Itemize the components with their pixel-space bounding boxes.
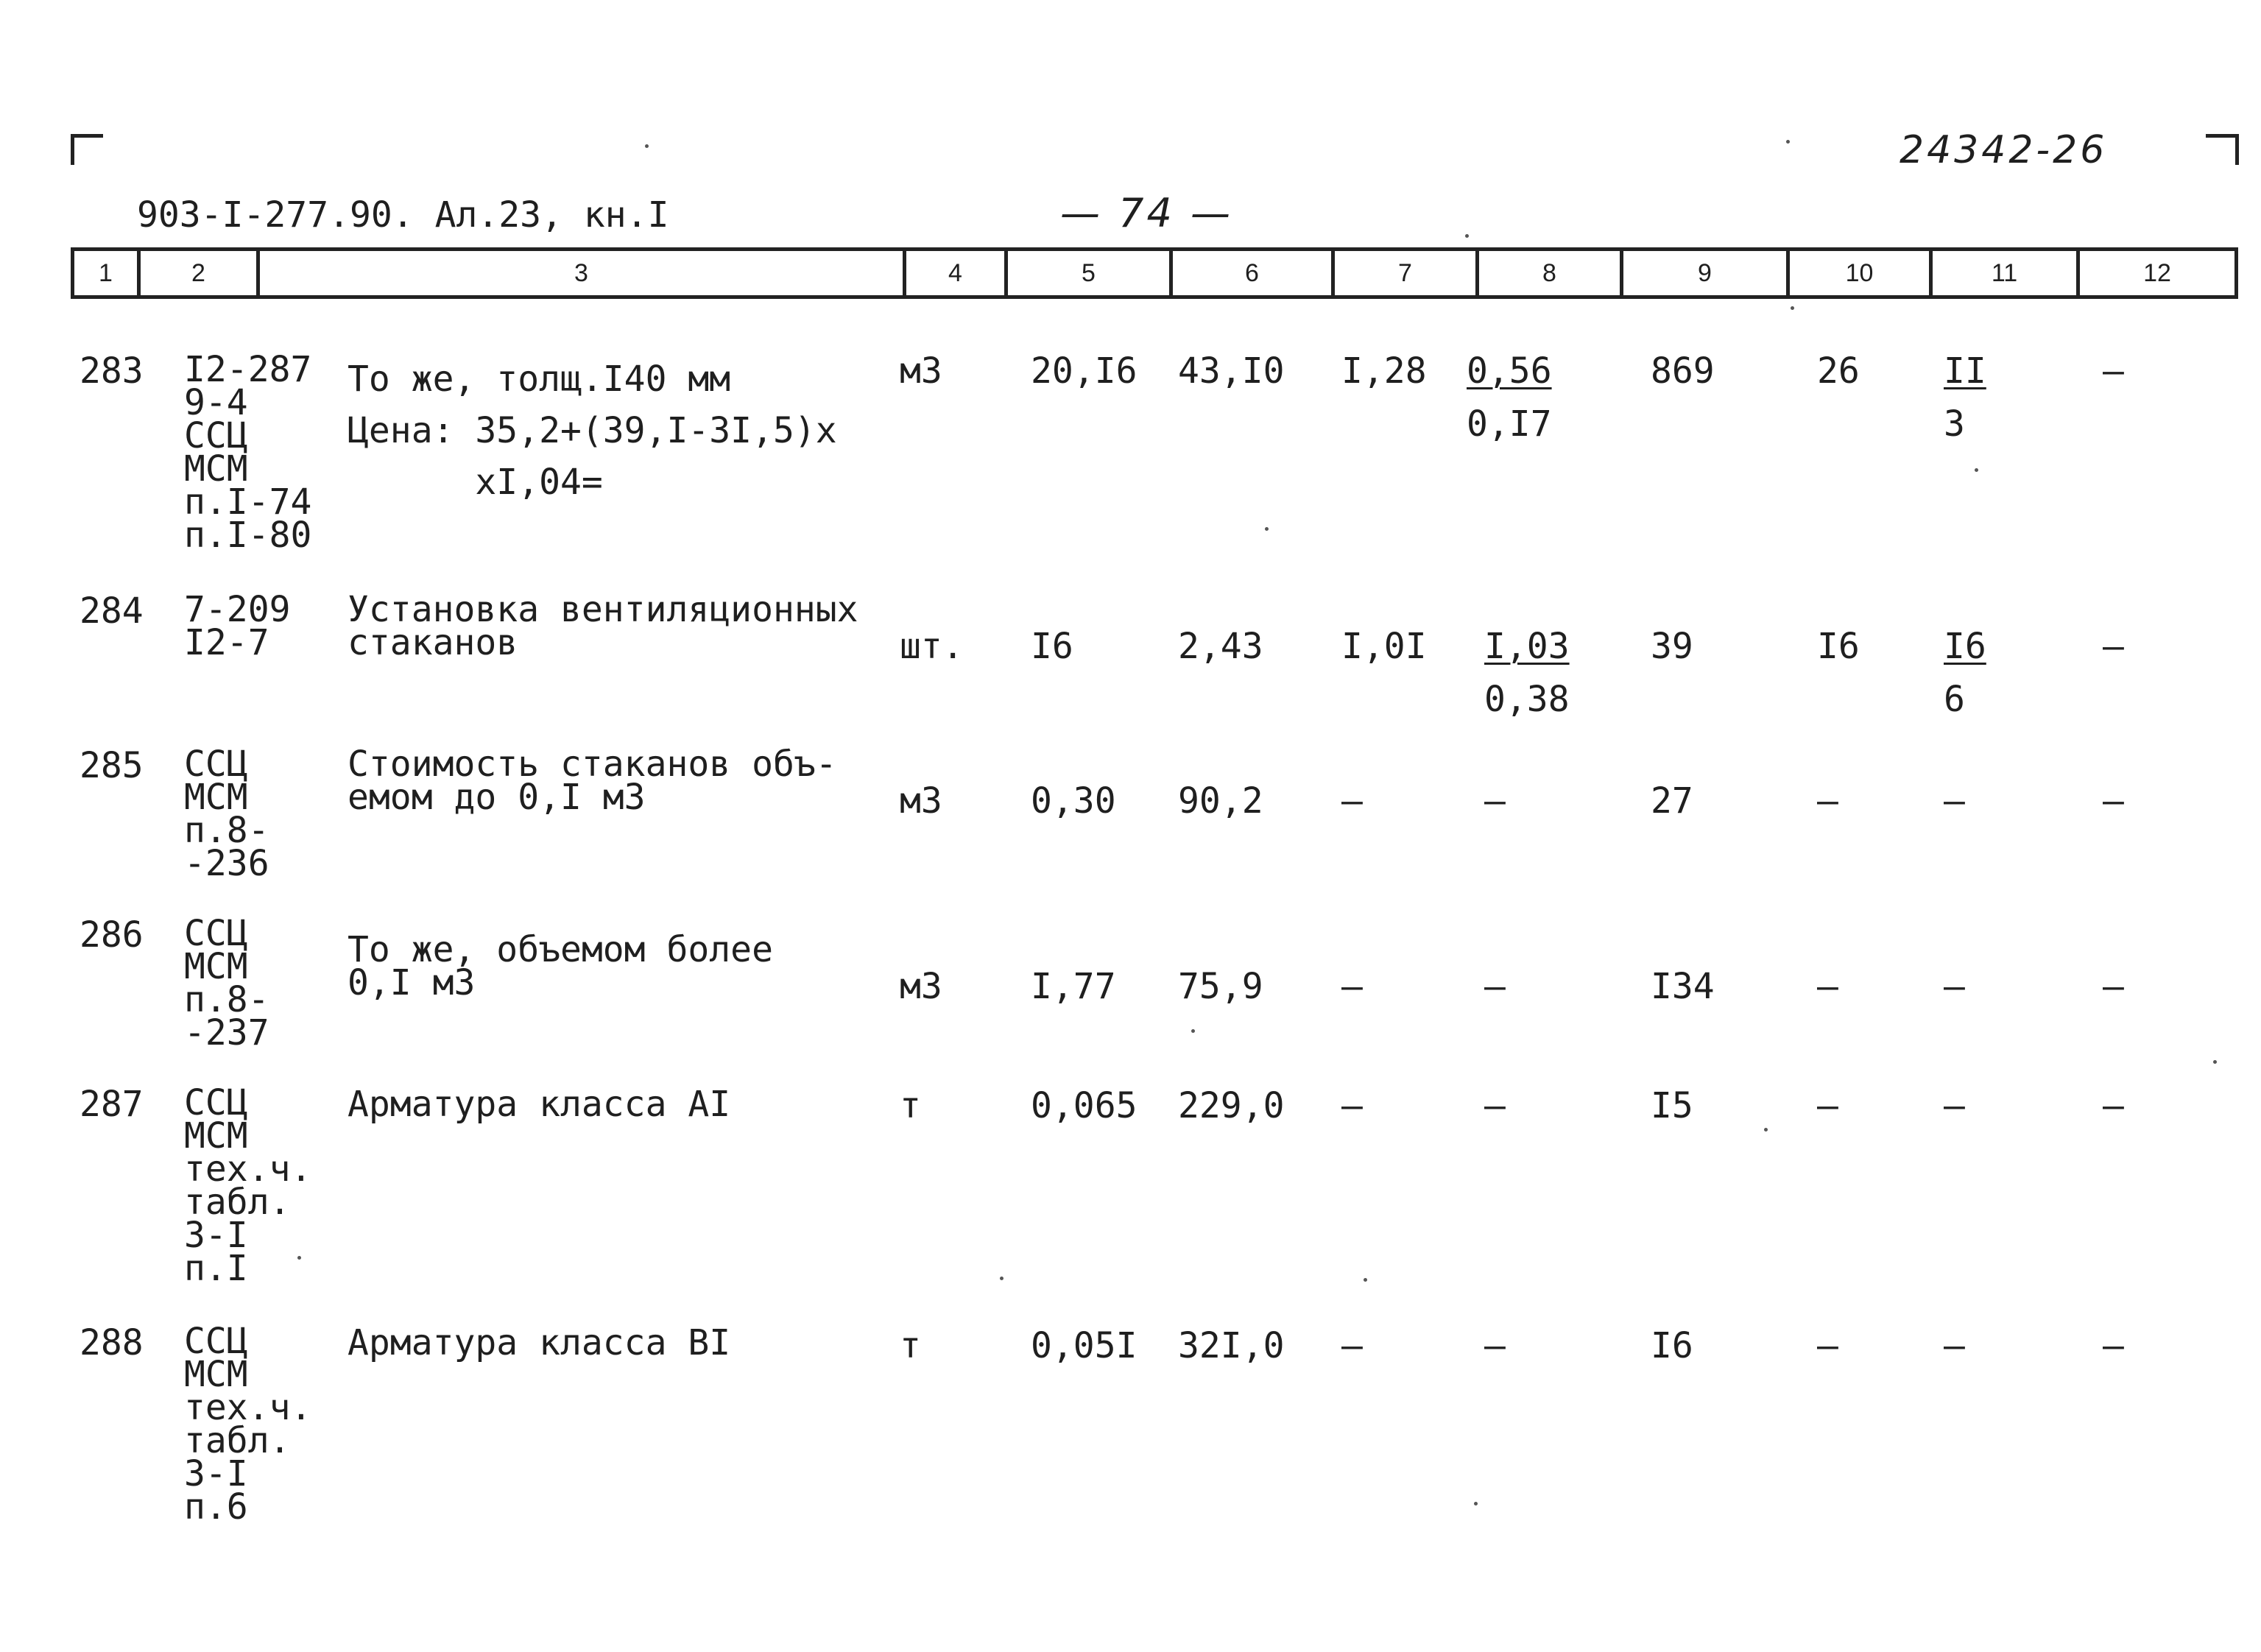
col-12-value: – (2103, 1085, 2124, 1126)
quantity: I6 (1031, 626, 1073, 667)
scan-speck (645, 144, 649, 148)
row-number: 286 (80, 914, 144, 956)
col-header-1: 1 (74, 251, 141, 295)
col-header-10: 10 (1790, 251, 1933, 295)
quantity: 0,05I (1031, 1325, 1137, 1366)
norm-code-line: п.6 (184, 1486, 248, 1528)
col-8-value: – (1484, 1085, 1506, 1126)
unit: м3 (900, 780, 942, 822)
description-line: Стоимость стаканов объ- (348, 744, 837, 785)
norm-code-line: тех.ч. (184, 1148, 312, 1190)
scan-speck (1764, 1128, 1768, 1132)
scan-speck (1474, 1502, 1478, 1505)
col-header-8: 8 (1479, 251, 1623, 295)
description (348, 1084, 731, 1125)
scan-speck (1000, 1277, 1003, 1280)
norm-code (184, 1321, 312, 1528)
quantity: 0,065 (1031, 1085, 1137, 1126)
norm-code-line: ССЦ (184, 1082, 248, 1123)
col-10-value: – (1817, 780, 1838, 822)
col-11-top: II (1944, 350, 1986, 392)
corner-mark-right (2235, 134, 2239, 165)
norm-code-line: -237 (184, 1012, 269, 1053)
col-10-value: I6 (1817, 626, 1860, 667)
norm-code-line: МСМ (184, 448, 248, 490)
col-10-value: – (1817, 1085, 1838, 1126)
col-7-value: – (1341, 1085, 1363, 1126)
col-7-value: I,0I (1341, 626, 1427, 667)
description (348, 929, 773, 1003)
row-number: 285 (80, 745, 144, 786)
corner-mark-left-top (71, 134, 103, 138)
description-line: Установка вентиляционных (348, 589, 858, 630)
scan-speck (1364, 1278, 1367, 1282)
col-11-value: – (1944, 1325, 1965, 1366)
col-9-value: I34 (1651, 966, 1715, 1007)
norm-code-line: тех.ч. (184, 1387, 312, 1428)
norm-code-line: -236 (184, 843, 269, 884)
col-header-4: 4 (906, 251, 1008, 295)
col-8-bottom: 0,I7 (1467, 403, 1552, 445)
col-8-value: – (1484, 1325, 1506, 1366)
col-11-value: – (1944, 966, 1965, 1007)
col-header-7: 7 (1335, 251, 1479, 295)
col-header-2: 2 (141, 251, 260, 295)
col-11-value: – (1944, 780, 1965, 822)
norm-code-line: п.I-74 (184, 481, 312, 523)
description (348, 744, 837, 818)
scan-speck (1975, 468, 1978, 472)
col-header-11: 11 (1933, 251, 2080, 295)
col-7-value: – (1341, 780, 1363, 822)
col-header-12: 12 (2143, 258, 2171, 287)
col-10-value: 26 (1817, 350, 1860, 392)
unit-price: 229,0 (1178, 1085, 1285, 1126)
norm-code-line: 3-I (184, 1453, 248, 1494)
row-number: 287 (80, 1084, 144, 1125)
corner-mark-right-top (2206, 134, 2238, 138)
col-8-top: 0,56 (1467, 350, 1552, 392)
unit-price: 90,2 (1178, 780, 1263, 822)
norm-code-line: 3-I (184, 1215, 248, 1256)
scan-speck (1791, 306, 1794, 310)
unit: т (900, 1325, 921, 1366)
norm-code-line: ССЦ (184, 415, 248, 456)
norm-code (184, 913, 269, 1053)
unit: м3 (900, 350, 942, 392)
col-header-3: 3 (260, 251, 906, 295)
norm-code-line: МСМ (184, 1115, 248, 1157)
description-line: То же, объемом более (348, 929, 773, 970)
scan-speck (1465, 234, 1469, 238)
description-line: Арматура класса BI (348, 1322, 731, 1363)
col-9-value: 39 (1651, 626, 1693, 667)
doc-code: 903-I-277.90. Ал.23, кн.I (137, 194, 669, 236)
norm-code (184, 349, 312, 556)
quantity: 0,30 (1031, 780, 1116, 822)
col-10-value: – (1817, 966, 1838, 1007)
col-12-value: – (2103, 780, 2124, 822)
col-9-value: 27 (1651, 780, 1693, 822)
unit: м3 (900, 966, 942, 1007)
norm-code (184, 1082, 312, 1289)
scan-speck (297, 1256, 301, 1260)
unit: т (900, 1085, 921, 1126)
column-header-row (71, 247, 2238, 299)
description-line: стаканов (348, 622, 518, 663)
description-line: емом до 0,I м3 (348, 777, 646, 818)
norm-code-line: п.8- (184, 979, 269, 1020)
norm-code-line: ССЦ (184, 1321, 248, 1362)
unit: шт. (900, 626, 964, 667)
unit-price: 2,43 (1178, 626, 1263, 667)
col-12-value: – (2103, 1325, 2124, 1366)
description-line: Арматура класса АI (348, 1084, 731, 1125)
norm-code (184, 744, 269, 884)
quantity: I,77 (1031, 966, 1116, 1007)
unit-price: 32I,0 (1178, 1325, 1285, 1366)
col-9-value: I6 (1651, 1325, 1693, 1366)
norm-code-line: ССЦ (184, 744, 248, 785)
archive-number: 24342-26 (1900, 128, 2108, 172)
norm-code-line: ССЦ (184, 913, 248, 954)
col-8-bottom: 0,38 (1484, 679, 1570, 720)
col-11-bottom: 6 (1944, 679, 1965, 720)
col-10-value: – (1817, 1325, 1838, 1366)
col-9-value: 869 (1651, 350, 1715, 392)
norm-code-line: I2-287 (184, 349, 312, 390)
corner-mark-left (71, 134, 74, 165)
norm-code-line: п.I-80 (184, 515, 312, 556)
norm-code-line: МСМ (184, 946, 248, 987)
scan-speck (1265, 527, 1269, 531)
scan-speck (1191, 1029, 1195, 1033)
row-number: 284 (80, 590, 144, 632)
unit-price: 75,9 (1178, 966, 1263, 1007)
norm-code-line: п.I (184, 1248, 248, 1289)
col-7-value: – (1341, 1325, 1363, 1366)
col-11-top: I6 (1944, 626, 1986, 667)
description-line: 0,I м3 (348, 962, 476, 1003)
col-7-value: – (1341, 966, 1363, 1007)
col-header-6: 6 (1173, 251, 1335, 295)
norm-code-line: 7-209 (184, 589, 291, 630)
description (348, 1322, 731, 1363)
description-line: xI,04= (348, 462, 603, 503)
description (348, 353, 837, 508)
col-12-value: – (2103, 350, 2124, 392)
norm-code-line: табл. (184, 1182, 291, 1223)
unit-price: 43,I0 (1178, 350, 1285, 392)
col-9-value: I5 (1651, 1085, 1693, 1126)
norm-code-line: МСМ (184, 1354, 248, 1395)
quantity: 20,I6 (1031, 350, 1137, 392)
norm-code-line: МСМ (184, 777, 248, 818)
norm-code (184, 589, 291, 663)
row-number: 283 (80, 350, 144, 392)
description-line: Цена: 35,2+(39,I-3I,5)x (348, 410, 837, 451)
scan-speck (2213, 1060, 2217, 1064)
col-12-value: – (2103, 966, 2124, 1007)
row-number: 288 (80, 1322, 144, 1363)
scan-speck (1786, 140, 1790, 144)
col-11-bottom: 3 (1944, 403, 1965, 445)
col-7-value: I,28 (1341, 350, 1427, 392)
col-12-value: – (2103, 626, 2124, 667)
col-header-9: 9 (1623, 251, 1790, 295)
norm-code-line: табл. (184, 1420, 291, 1461)
description (348, 589, 858, 663)
norm-code-line: I2-7 (184, 622, 269, 663)
norm-code-line: п.8- (184, 810, 269, 851)
col-8-top: I,03 (1484, 626, 1570, 667)
norm-code-line: 9-4 (184, 382, 248, 423)
col-8-value: – (1484, 780, 1506, 822)
col-header-5: 5 (1008, 251, 1173, 295)
page-number: — 74 — (1060, 190, 1234, 236)
col-11-value: – (1944, 1085, 1965, 1126)
description-line: То же, толщ.I40 мм (348, 359, 731, 400)
col-8-value: – (1484, 966, 1506, 1007)
